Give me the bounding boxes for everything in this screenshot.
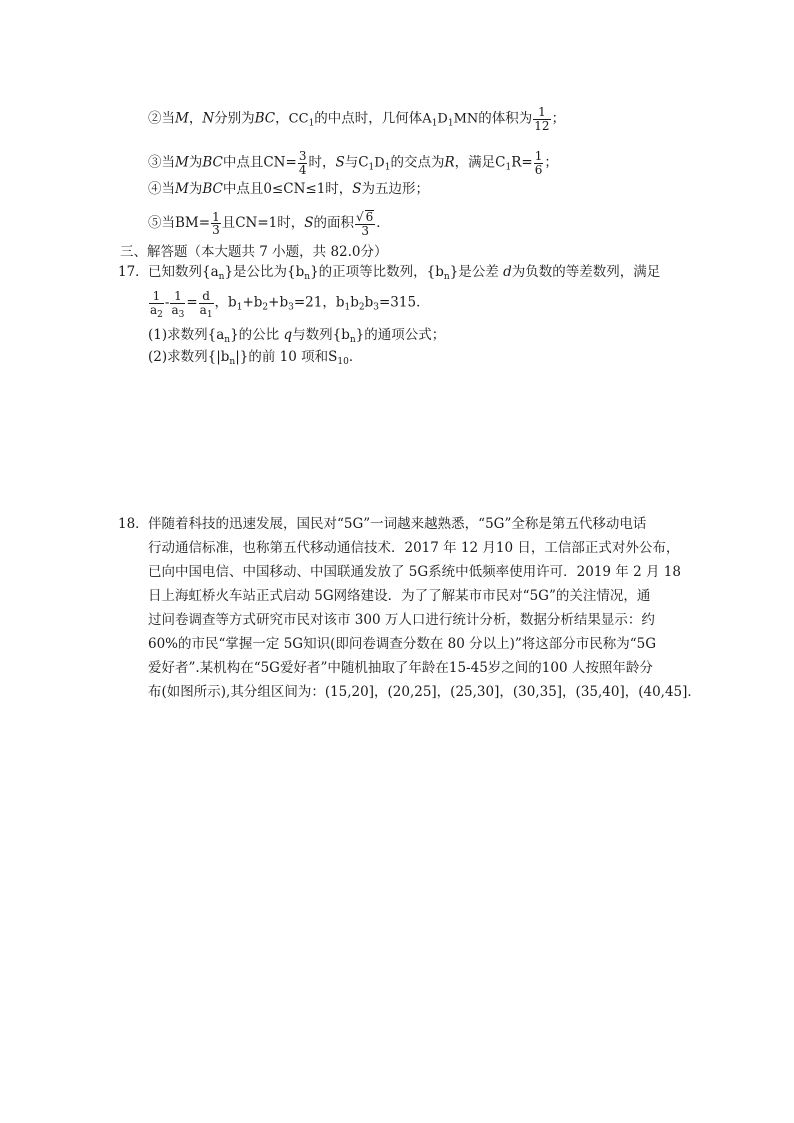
section-title: 三、解答题（本大题共 7 小题，共 82.0分） — [120, 244, 388, 260]
q17-stem-line-2: $\frac{1}{a_2}$ - $\frac{1}{a_3}$ = $\frac{d}{a_1}$ ，$b_1+b_2+b_3=21$，$b_1b_2b_3=315$． — [150, 289, 430, 320]
fraction: $\frac{1}{6}$ — [534, 149, 543, 177]
fraction: $\frac{1}{12}$ — [534, 105, 550, 133]
item-2: ②当M，N分别为BC，$CC_1$的中点时，几何体$A_1D_1MN$的体积为 $\frac{1}{12}$ ； — [148, 105, 566, 133]
fraction: $\frac{3}{4}$ — [298, 149, 307, 177]
q18-line: 爱好者”.某机构在“5G爱好者”中随机抽取了年龄在15-45岁之间的100 人按照年龄分 — [148, 660, 653, 676]
q18-line: 60%的市民“掌握一定 5G知识(即问卷调查分数在 80 分以上)”将这部分市民称为“5G — [148, 636, 657, 652]
q18-line: 伴随着科技的迅速发展，国民对“5G”一词越来越熟悉，“5G”全称是第五代移动电话 — [148, 516, 647, 532]
question-number: 17． — [118, 264, 149, 280]
item-marker: ② — [148, 110, 162, 127]
item-3: ③当M为BC中点且CN= $\frac{3}{4}$ 时，S与$C_1D_1$的交点为R，满足$C_1R=$ $\frac{1}{6}$ ； — [148, 149, 558, 177]
fraction: $\frac{1}{3}$ — [212, 209, 220, 238]
q18-line: 日上海虹桥火车站正式启动 5G网络建设．为了了解某市市民对“5G”的关注情况，通 — [148, 588, 651, 604]
question-number: 18． — [118, 516, 149, 532]
q18-line: 行动通信标准，也称第五代移动通信技术．2017 年 12 月10 日，工信部正式对外公布， — [148, 540, 680, 556]
item-marker: ⑤ — [148, 215, 162, 232]
q18-line: 已向中国电信、中国移动、中国联通发放了 5G系统中低频率使用许可．2019 年 2 月 18 — [148, 564, 681, 580]
item-marker: ④ — [148, 181, 162, 197]
item-5: ⑤当BM= $\frac{1}{3}$ 且CN=1时，S的面积 $\frac{√ 6}{3}$ ． — [148, 209, 390, 238]
fraction: $\frac{1}{a_2}$ — [150, 289, 163, 320]
item-marker: ③ — [148, 154, 162, 171]
item-4: ④当M为BC中点且0≤CN≤1时，S为五边形； — [148, 181, 430, 197]
fraction: $\frac{d}{a_1}$ — [199, 289, 213, 320]
q17-stem-line-1: 已知数列$\{a_n\}$是公比为$\{b_n\}$的正项等比数列，$\{b_n\}$是公差 d为负数的等差数列，满足 — [148, 264, 661, 282]
q17-part-2: (2)求数列$\{|b_n|\}$的前 10 项和$S_{10}$． — [148, 349, 363, 367]
q18-line: 布(如图所示),其分组区间为：(15,20]，(20,25]，(25,30]，(30,35]，(35,40]，(40,45]． — [148, 684, 701, 700]
q18-line: 过问卷调查等方式研究市民对该市 300 万人口进行统计分析，数据分析结果显示：约 — [148, 612, 655, 628]
fraction: $\frac{1}{a_3}$ — [171, 289, 185, 320]
fraction: $\frac{√ 6}{3}$ — [356, 210, 374, 238]
q17-part-1: (1)求数列$\{a_n\}$的公比 q与数列$\{b_n\}$的通项公式； — [148, 327, 446, 345]
